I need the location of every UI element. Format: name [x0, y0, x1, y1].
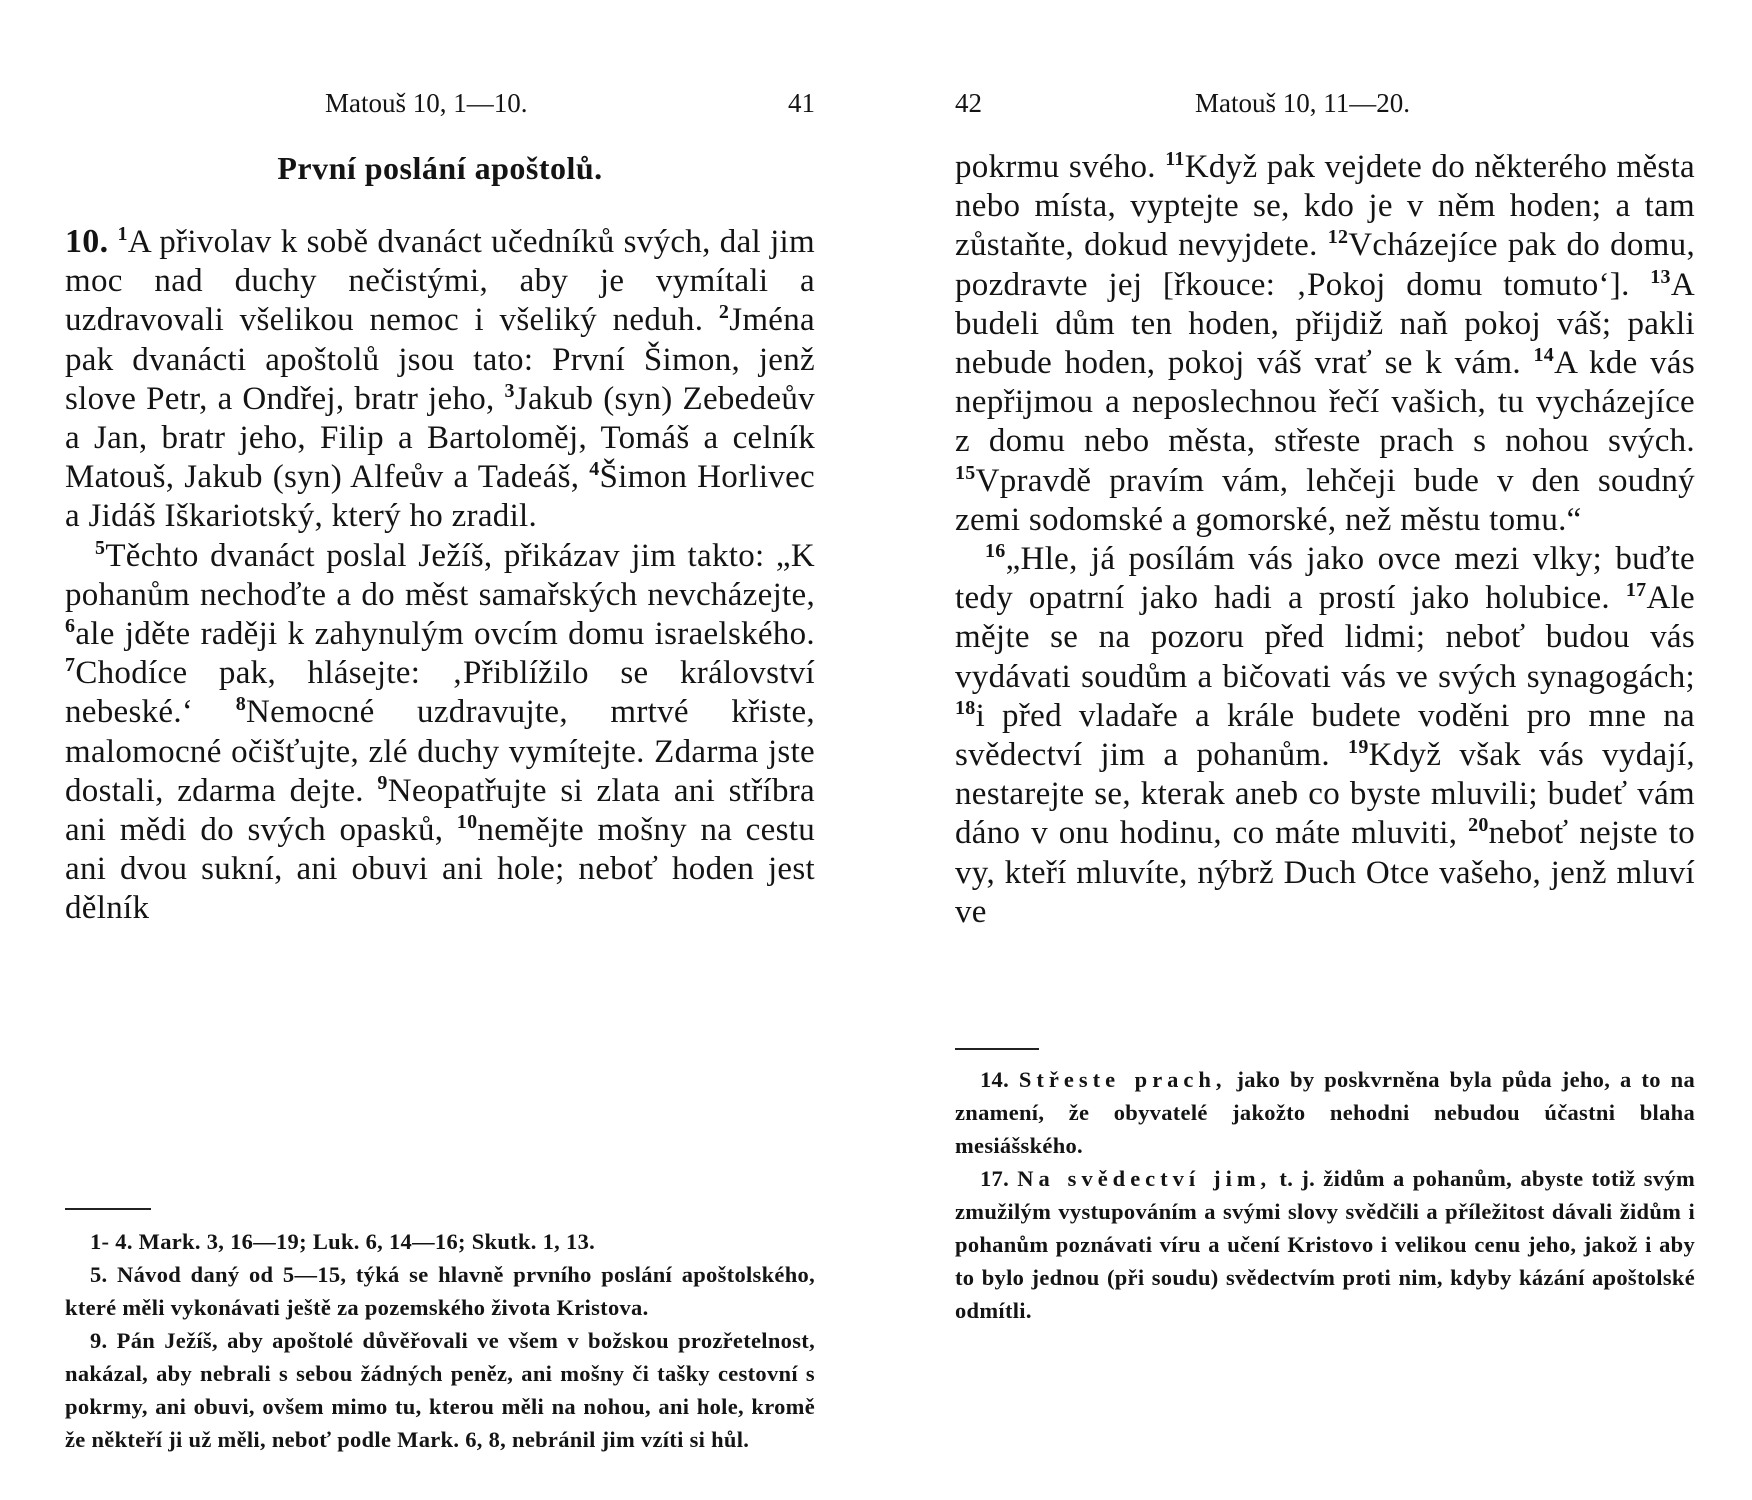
right-page: [955, 0, 1695, 1500]
verse-text: i před vladaře a krále budete voděni pro mne na svědectví jim a pohanům.: [955, 697, 1695, 774]
verse-number: 9: [377, 771, 388, 794]
verse-number: 20: [1468, 814, 1489, 837]
footnote: 5. Návod daný od 5—15, týká se hlavně prvního poslání apoštolského, které měli vykonávati ještě za pozemského života Kristova.: [65, 1262, 815, 1320]
running-head: [955, 88, 1695, 128]
verse-number: 13: [1650, 265, 1671, 288]
verse-text: Vcházejíce pak do domu, pozdravte jej [řkouce: ‚Pokoj domu tomuto‘].: [955, 227, 1695, 303]
verse-number: 15: [955, 461, 976, 484]
footnote: [955, 1162, 1695, 1327]
footnote: 1- 4. Mark. 3, 16—19; Luk. 6, 14—16; Skutk. 1, 13.: [90, 1229, 596, 1254]
verse-text: Nemocné uzdravujte, mrtvé křiste, malomocné očišťujte, zlé duchy vymítejte. Zdarma jste dostali, zdarma dejte.: [65, 694, 815, 809]
verse-text: pokrmu svého.: [955, 149, 1156, 185]
footnote: 9. Pán Ježíš, aby apoštolé důvěřovali ve všem v božskou prozřetelnost, nakázal, aby nebrali s sebou žádných peněz, ani mošny či tašky cestovní s pokrmy, ani obuvi, ovšem mimo tu, kterou měli na nohou, ani hole, kromě že někteří ji už měli, neboť podle Mark. 6, 8, nebránil jim vzíti si hůl.: [65, 1328, 815, 1452]
paragraph: [955, 148, 1695, 540]
footnotes: [955, 1063, 1695, 1327]
verse-number: 7: [65, 654, 76, 677]
chapter-number: 10.: [65, 223, 109, 260]
left-page: [65, 0, 815, 1500]
verse-text: Jména pak dvanácti apoštolů jsou tato: První Šimon, jenž slove Petr, a Ondřej, bratr jeho,: [65, 302, 815, 417]
verse-number: 17: [1625, 579, 1647, 602]
verse-text: Ale mějte se na pozoru před lidmi; neboť budou vás vydávati soudům a bičovati vás ve svých synagogách;: [955, 580, 1695, 695]
verse-text: Šimon Horlivec a Jidáš Iškariotský, který ho zradil.: [65, 459, 815, 535]
verse-text: Když pak vejdete do některého města nebo místa, vyptejte se, kdo je v něm hoden; a tam zůstaňte, dokud nevyjdete.: [955, 149, 1695, 264]
verse-text: nemějte mošny na cestu ani dvou sukní, ani obuvi ani hole; neboť hoden jest dělník: [65, 812, 815, 927]
paragraph: [65, 537, 815, 929]
verse-text: Když však vás vydají, nestarejte se, kterak aneb co byste mluvili; budeť vám dáno v onu hodinu, co máte mluviti,: [955, 737, 1695, 852]
running-title: Matouš 10, 11—20.: [1195, 88, 1410, 118]
footnote-number: 14.: [980, 1067, 1010, 1092]
verse-number: 3: [504, 379, 515, 402]
footnote-text: t. j. židům a pohanům, abyste totiž svým zmužilým vystupováním a svými slovy svědčili a příležitost dávali židům i pohanům poznávati víru a učení Kristovo i velikou cenu jeho, jakož i aby to bylo jednou (při soudu) svědectvím proti nim, kdyby kázání apoštolské odmítli.: [955, 1166, 1695, 1323]
verse-number: 19: [1348, 736, 1369, 759]
verse-text: Jakub (syn) Zebedeův a Jan, bratr jeho, Filip a Bartoloměj, Tomáš a celník Matouš, Jakub (syn) Alfeův a Tadeáš,: [65, 380, 815, 496]
verse-number: 12: [1327, 226, 1349, 249]
paragraph: [65, 222, 815, 537]
verse-number: 18: [955, 696, 976, 719]
verse-text: A kde vás nepřijmou a neposlechnou řečí vašich, tu vycházejíce z domu nebo města, střeste prach s nohou svých.: [955, 345, 1695, 460]
verse-text: Vpravdě pravím vám, lehčeji bude v den soudný zemi sodomské a gomorské, než městu tomu.“: [955, 462, 1695, 538]
verse-text: Neopatřujte si zlata ani stříbra ani mědi do svých opasků,: [65, 772, 816, 849]
verse-number: 16: [985, 540, 1006, 563]
section-heading: První poslání apoštolů.: [277, 150, 603, 186]
verse-text: ale jděte raději k zahynulým ovcím domu israelského.: [75, 616, 815, 653]
page-number: 42: [955, 88, 982, 118]
footnote-text: jako by poskvrněna byla půda jeho, a to na znamení, že obyvatelé jakožto nehodni nebudou účastni blaha mesiášského.: [955, 1067, 1695, 1158]
verse-text: „Hle, já posílám vás jako ovce mezi vlky; buďte tedy opatrní jako hadi a prostí jako holubice.: [955, 541, 1695, 617]
footnote-number: 17.: [980, 1166, 1010, 1191]
running-title: Matouš 10, 1—10.: [325, 88, 528, 118]
footnote-term: Střeste prach,: [1018, 1067, 1227, 1092]
verse-number: 11: [1165, 148, 1185, 170]
footnote-divider: [65, 1208, 151, 1210]
body-text: [955, 148, 1695, 932]
footnote-term: Na svědectví jim,: [1017, 1166, 1272, 1191]
verse-number: 14: [1533, 344, 1555, 367]
footnote: [955, 1063, 1695, 1162]
paragraph: [955, 540, 1695, 932]
verse-text: Těchto dvanáct poslal Ježíš, přikázav jim takto: „K pohanům nechoďte a do měst samařských nevcházejte,: [65, 537, 815, 613]
verse-text: Chodíce pak, hlásejte: ‚Přiblížilo se království nebeské.‘: [65, 655, 815, 731]
verse-number: 2: [718, 301, 730, 324]
verse-number: 4: [589, 458, 600, 481]
running-head: [65, 88, 815, 128]
verse-number: 1: [117, 223, 128, 245]
verse-number: 8: [235, 693, 247, 716]
verse-number: 10: [456, 811, 478, 834]
footnote-divider: [955, 1048, 1039, 1050]
verse-number: 5: [95, 536, 106, 559]
verse-text: A budeli dům ten hoden, přijdiž naň pokoj váš; pakli nebude hoden, pokoj váš vrať se k vám.: [955, 266, 1695, 382]
verse-text: neboť nejste to vy, kteří mluvíte, nýbrž Duch Otce vašeho, jenž mluví ve: [955, 815, 1696, 930]
verse-text: A přivolav k sobě dvanáct učedníků svých, dal jim moc nad duchy nečistými, aby je vymítali a uzdravovali všelikou nemoc i všeliký neduh.: [65, 224, 815, 339]
page-number: 41: [788, 88, 815, 118]
body-text: [65, 222, 815, 929]
verse-number: 6: [65, 615, 76, 638]
footnotes: [65, 1225, 815, 1456]
